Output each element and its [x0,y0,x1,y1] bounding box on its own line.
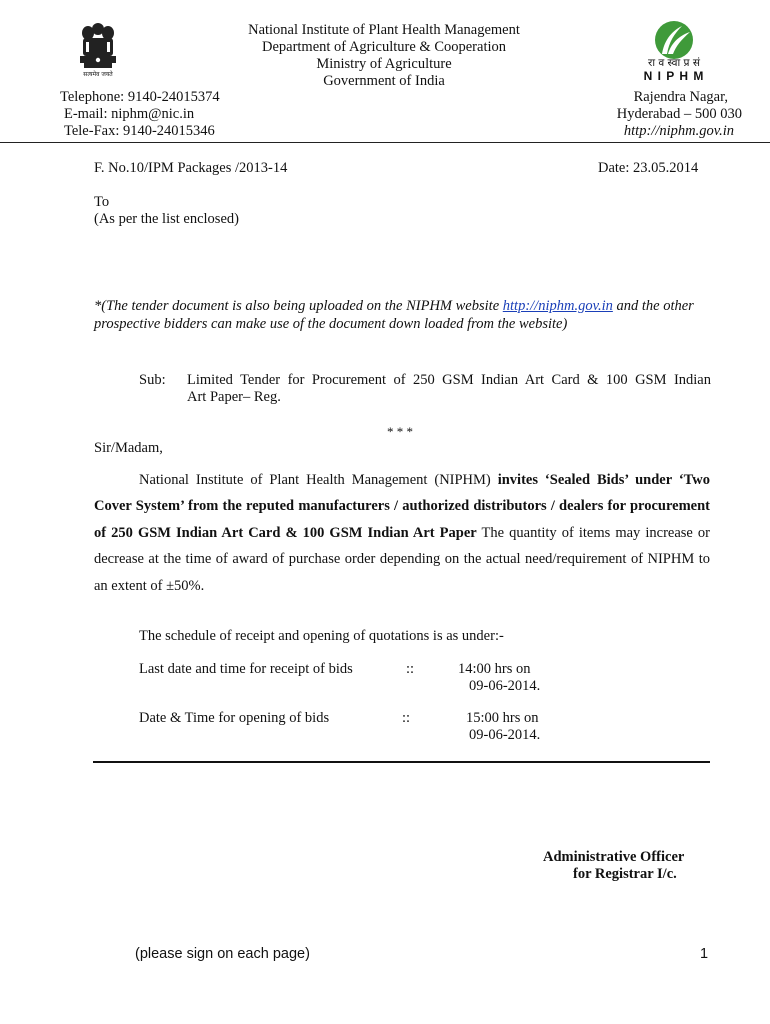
recipient-block [94,194,239,228]
schedule-separator: :: [402,710,411,726]
schedule-label: Date & Time for opening of bids [139,710,330,726]
logo-hindi-text: रा व स्वा प्र सं [648,57,700,69]
subject-label: Sub: [139,372,166,388]
subject-text [187,372,711,406]
schedule-row [139,661,353,678]
signatory-block [543,849,684,883]
contact-block [60,89,220,140]
header-divider [0,142,770,143]
subject-line2: Art Paper– Reg. [187,389,281,405]
body-text-end: The quantity of items may increase or decrease at the time of award of purchase order depending on the actual need/requirement of NIPHM to an extent of ±50%. [94,524,710,594]
schedule-value [466,710,540,744]
emblem-caption: सत्यमेव जयते [83,71,113,78]
niphm-website-link[interactable]: http://niphm.gov.in [502,298,613,314]
schedule-value [458,661,540,695]
tender-note [94,297,712,333]
signatory-title: Administrative Officer [543,849,685,865]
recipient-list: (As per the list enclosed) [94,211,239,227]
subject-line1: Limited Tender for Procurement of 250 GSM Indian Art Card & 100 GSM Indian [187,372,711,388]
telefax: Tele-Fax: 9140-24015346 [64,123,215,139]
schedule-date: 09-06-2014. [469,727,541,743]
page-number: 1 [700,946,709,962]
schedule-separator: :: [406,661,415,677]
salutation: Sir/Madam, [94,440,163,456]
footer-note: (please sign on each page) [135,946,310,962]
org-name: National Institute of Plant Health Management [248,22,520,38]
org-header [184,22,584,90]
body-paragraph [94,467,710,599]
logo-acronym: N I P H M [643,69,705,83]
schedule-label: Last date and time for receipt of bids [139,661,353,677]
schedule-row [139,710,329,727]
note-text-start: *(The tender document is also being uploaded on the NIPHM website [94,298,503,314]
org-government: Government of India [323,73,445,89]
schedule-time: 14:00 hrs on [458,661,531,677]
signatory-for: for Registrar I/c. [573,866,677,882]
schedule-intro: The schedule of receipt and opening of quotations is as under:- [139,628,504,644]
address-line1: Rajendra Nagar, [633,89,728,105]
letter-date: Date: 23.05.2014 [598,160,699,176]
schedule-date: 09-06-2014. [469,678,541,694]
org-ministry: Ministry of Agriculture [316,56,452,72]
schedule-divider [93,761,710,763]
note-text-end: and the other prospective bidders can make use of the document down loaded from the website) [94,298,694,332]
schedule-time: 15:00 hrs on [466,710,539,726]
email: E-mail: niphm@nic.in [64,106,195,122]
org-department: Department of Agriculture & Cooperation [261,39,506,55]
body-text-start: National Institute of Plant Health Management (NIPHM) [139,472,498,488]
to-label: To [94,194,110,210]
address-line2: Hyderabad – 500 030 [616,106,742,122]
website-link[interactable]: http://niphm.gov.in [623,123,734,139]
separator-stars: * * * [387,424,413,439]
address-block [617,89,742,140]
body-bold-text: invites ‘Sealed Bids’ under ‘Two Cover System’ from the reputed manufacturers / authorized distributors / dealers for procurement of 250 GSM Indian Art Card & 100 GSM Indian Art Paper [94,472,710,541]
file-number: F. No.10/IPM Packages /2013-14 [94,160,288,176]
telephone: Telephone: 9140-24015374 [60,89,220,105]
